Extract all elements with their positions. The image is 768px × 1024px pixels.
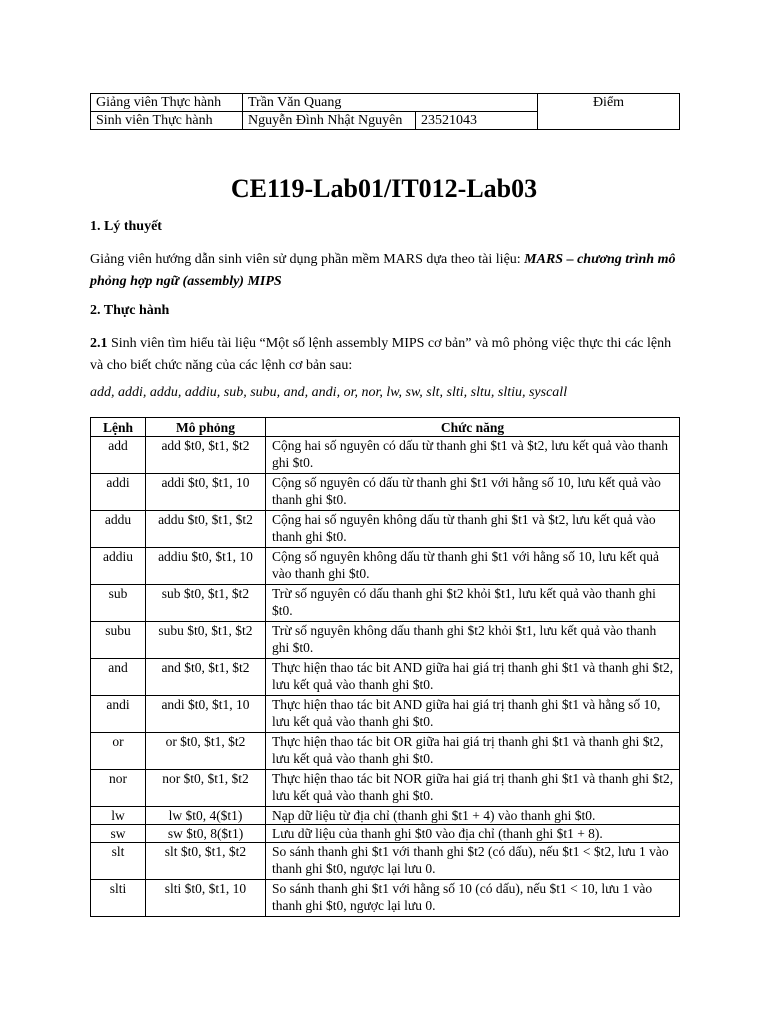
table-row <box>91 770 680 807</box>
op-cell: add <box>91 437 146 474</box>
table-row <box>91 585 680 622</box>
student-id: 23521043 <box>416 112 538 130</box>
op-cell: andi <box>91 696 146 733</box>
desc-cell: Trừ số nguyên không dấu thanh ghi $t2 khỏi $t1, lưu kết quả vào thanh ghi $t0. <box>266 622 680 659</box>
op-cell: subu <box>91 622 146 659</box>
score-cell: Điểm <box>538 94 680 130</box>
table-row <box>91 843 680 880</box>
desc-cell: Cộng số nguyên không dấu từ thanh ghi $t1 với hằng số 10, lưu kết quả vào thanh ghi $t0. <box>266 548 680 585</box>
sim-cell: slt $t0, $t1, $t2 <box>146 843 266 880</box>
desc-cell: Trừ số nguyên có dấu thanh ghi $t2 khỏi $t1, lưu kết quả vào thanh ghi $t0. <box>266 585 680 622</box>
table-row <box>91 696 680 733</box>
sim-cell: sub $t0, $t1, $t2 <box>146 585 266 622</box>
sim-cell: subu $t0, $t1, $t2 <box>146 622 266 659</box>
desc-cell: Lưu dữ liệu của thanh ghi $t0 vào địa chỉ (thanh ghi $t1 + 8). <box>266 825 680 843</box>
desc-cell: Nạp dữ liệu từ địa chỉ (thanh ghi $t1 + 4) vào thanh ghi $t0. <box>266 807 680 825</box>
theory-reference: MARS – chương trình mô phỏng hợp ngữ (assembly) MIPS <box>90 252 676 289</box>
header-desc: Chức năng <box>266 418 680 437</box>
op-cell: and <box>91 659 146 696</box>
table-row <box>91 437 680 474</box>
sim-cell: and $t0, $t1, $t2 <box>146 659 266 696</box>
table-row <box>91 733 680 770</box>
instruction-list: add, addi, addu, addiu, sub, subu, and, andi, or, nor, lw, sw, slt, slti, sltu, sltiu, syscall <box>90 385 568 400</box>
desc-cell: Thực hiện thao tác bit NOR giữa hai giá trị thanh ghi $t1 và thanh ghi $t2, lưu kết quả vào thanh ghi $t0. <box>266 770 680 807</box>
table-row <box>91 825 680 843</box>
header-sim: Mô phỏng <box>146 418 266 437</box>
desc-cell: Cộng hai số nguyên không dấu từ thanh ghi $t1 và $t2, lưu kết quả vào thanh ghi $t0. <box>266 511 680 548</box>
student-name: Nguyễn Đình Nhật Nguyên <box>243 112 416 130</box>
task-text: Sinh viên tìm hiểu tài liệu “Một số lệnh assembly MIPS cơ bản” và mô phỏng việc thực thi các lệnh và cho biết chức năng của các lệnh cơ bản sau: <box>90 336 672 373</box>
task-paragraph <box>90 333 680 377</box>
table-row <box>91 807 680 825</box>
lecturer-label: Giảng viên Thực hành <box>91 94 243 112</box>
section-heading-theory: 1. Lý thuyết <box>90 219 162 234</box>
op-cell: addiu <box>91 548 146 585</box>
task-number: 2.1 <box>90 336 108 351</box>
desc-cell: So sánh thanh ghi $t1 với hằng số 10 (có dấu), nếu $t1 < 10, lưu 1 vào thanh ghi $t0, ngược lại lưu 0. <box>266 880 680 917</box>
table-row <box>91 511 680 548</box>
desc-cell: Thực hiện thao tác bit AND giữa hai giá trị thanh ghi $t1 và thanh ghi $t2, lưu kết quả vào thanh ghi $t0. <box>266 659 680 696</box>
sim-cell: add $t0, $t1, $t2 <box>146 437 266 474</box>
op-cell: addu <box>91 511 146 548</box>
theory-paragraph <box>90 249 680 293</box>
op-cell: lw <box>91 807 146 825</box>
op-cell: addi <box>91 474 146 511</box>
table-row <box>91 548 680 585</box>
theory-text: Giảng viên hướng dẫn sinh viên sử dụng phần mềm MARS dựa theo tài liệu: <box>90 252 525 267</box>
student-label: Sinh viên Thực hành <box>91 112 243 130</box>
op-cell: slt <box>91 843 146 880</box>
sim-cell: sw $t0, 8($t1) <box>146 825 266 843</box>
desc-cell: Thực hiện thao tác bit OR giữa hai giá trị thanh ghi $t1 và thanh ghi $t2, lưu kết quả vào thanh ghi $t0. <box>266 733 680 770</box>
document-title: CE119-Lab01/IT012-Lab03 <box>230 174 538 203</box>
desc-cell: Cộng hai số nguyên có dấu từ thanh ghi $t1 và $t2, lưu kết quả vào thanh ghi $t0. <box>266 437 680 474</box>
section-heading-practice: 2. Thực hành <box>90 303 170 318</box>
header-info-table <box>90 93 680 130</box>
sim-cell: slti $t0, $t1, 10 <box>146 880 266 917</box>
lecturer-name: Trần Văn Quang <box>243 94 538 112</box>
op-cell: sw <box>91 825 146 843</box>
op-cell: slti <box>91 880 146 917</box>
table-row <box>91 659 680 696</box>
sim-cell: addi $t0, $t1, 10 <box>146 474 266 511</box>
table-row <box>91 880 680 917</box>
table-row <box>91 622 680 659</box>
op-cell: sub <box>91 585 146 622</box>
sim-cell: lw $t0, 4($t1) <box>146 807 266 825</box>
sim-cell: addiu $t0, $t1, 10 <box>146 548 266 585</box>
sim-cell: addu $t0, $t1, $t2 <box>146 511 266 548</box>
op-cell: or <box>91 733 146 770</box>
desc-cell: Cộng số nguyên có dấu từ thanh ghi $t1 với hằng số 10, lưu kết quả vào thanh ghi $t0. <box>266 474 680 511</box>
command-table <box>90 417 680 917</box>
header-op: Lệnh <box>91 418 146 437</box>
desc-cell: Thực hiện thao tác bit AND giữa hai giá trị thanh ghi $t1 và hằng số 10, lưu kết quả vào thanh ghi $t0. <box>266 696 680 733</box>
sim-cell: or $t0, $t1, $t2 <box>146 733 266 770</box>
table-row <box>91 474 680 511</box>
desc-cell: So sánh thanh ghi $t1 với thanh ghi $t2 (có dấu), nếu $t1 < $t2, lưu 1 vào thanh ghi $t0, ngược lại lưu 0. <box>266 843 680 880</box>
sim-cell: andi $t0, $t1, 10 <box>146 696 266 733</box>
sim-cell: nor $t0, $t1, $t2 <box>146 770 266 807</box>
op-cell: nor <box>91 770 146 807</box>
